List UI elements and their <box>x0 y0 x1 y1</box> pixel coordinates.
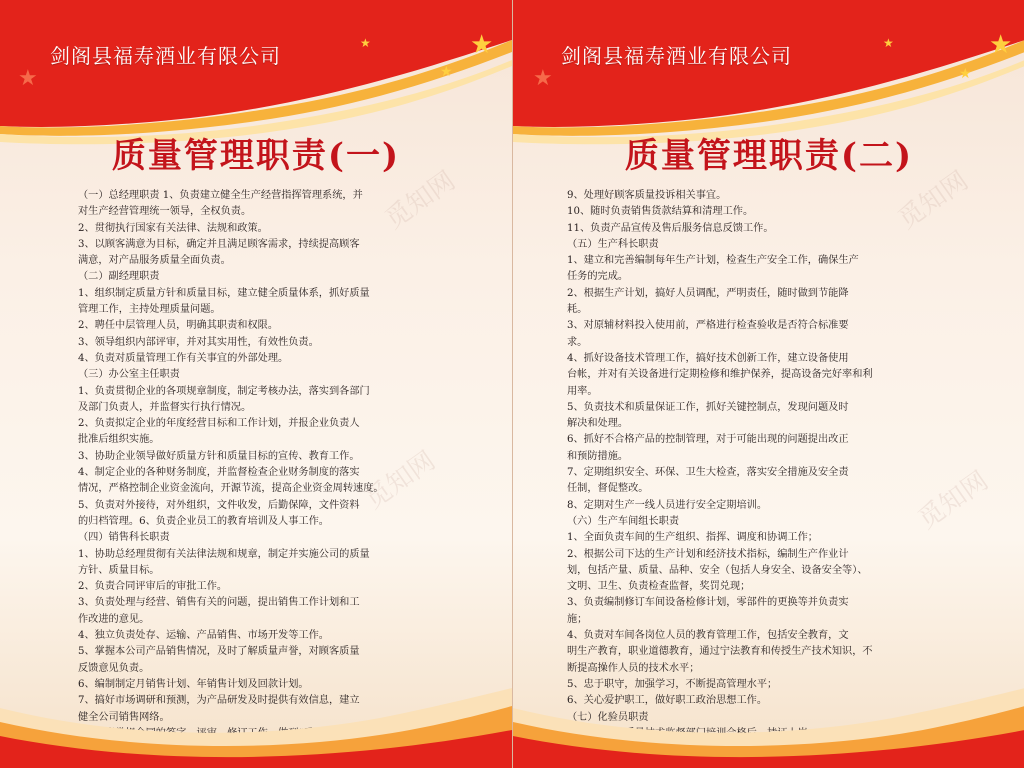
text-line: 5、负责对外接待，对外组织，文件收发，后勤保障，文件资料 <box>78 499 360 511</box>
text-line: 的归档管理。6、负责企业员工的教育培训及人事工作。 <box>78 515 329 527</box>
text-line: （六）生产车间组长职责 <box>567 515 680 527</box>
text-line: 2、根据公司下达的生产计划和经济技术指标，编制生产作业计 <box>567 548 849 560</box>
text-line: （一）总经理职责 1、负责建立健全生产经营指挥管理系统，并 <box>78 190 363 201</box>
text-line: 6、关心爱护职工，做好职工政治思想工作。 <box>567 695 768 707</box>
text-line: （五）生产科长职责 <box>567 238 659 250</box>
watermark: 觅知网 <box>912 465 994 536</box>
board-right <box>512 0 1024 768</box>
text-line: 7、定期组织安全、环保、卫生大检查，落实安全措施及安全责 <box>567 467 849 479</box>
star-icon: ★ <box>18 66 38 91</box>
text-line: 3、对原辅材料投入使用前，严格进行检查验收是否符合标准要 <box>567 320 849 332</box>
star-icon: ★ <box>360 36 371 50</box>
text-line: 批准后组织实施。 <box>78 434 160 446</box>
text-line: 情况，严格控制企业资金流向，开源节流，提高企业资金周转速度。 <box>78 483 384 495</box>
text-line: 用率。 <box>567 385 598 397</box>
text-line: 11、负责产品宣传及售后服务信息反馈工作。 <box>567 222 774 234</box>
text-line: 4、抓好设备技术管理工作，搞好技术创新工作，建立设备使用 <box>567 352 849 364</box>
text-line: 5、掌握本公司产品销售情况，及时了解质量声誉，对顾客质量 <box>78 646 360 658</box>
text-line: 断提高操作人员的技术水平； <box>567 662 700 674</box>
text-line: 5、负责技术和质量保证工作，抓好关键控制点，发现问题及时 <box>567 401 849 413</box>
page-title: 质量管理职责(二) <box>624 136 914 176</box>
text-line: 耗。 <box>567 304 588 316</box>
text-line: 1、建立和完善编制每年生产计划，检查生产安全工作，确保生产 <box>567 255 859 267</box>
text-line: 3、领导组织内部评审，并对其实用性，有效性负责。 <box>78 336 319 348</box>
text-line: 3、协助企业领导做好质量方针和质量目标的宣传、教育工作。 <box>78 450 360 462</box>
text-line: 2、聘任中层管理人员，明确其职责和权限。 <box>78 320 279 332</box>
text-line: 满意，对产品服务质量全面负责。 <box>78 255 231 267</box>
text-line: （七）化验员职责 <box>567 711 649 723</box>
text-line: 2、贯彻执行国家有关法律、法规和政策。 <box>78 222 268 234</box>
text-line: 作改进的意见。 <box>78 613 150 625</box>
text-line: （三）办公室主任职责 <box>78 369 180 381</box>
text-line: 3、以顾客满意为目标，确定并且满足顾客需求，持续提高顾客 <box>78 238 360 250</box>
text-line: 4、独立负责处存、运输、产品销售、市场开发等工作。 <box>78 630 329 642</box>
company-name: 剑阁县福寿酒业有限公司 <box>50 44 281 68</box>
text-line: 9、处理好顾客质量投诉相关事宜。 <box>567 190 727 201</box>
text-line: 求。 <box>567 336 588 348</box>
text-line: 2、根据生产计划，搞好人员调配，严明责任，随时做到节能降 <box>567 287 849 299</box>
star-icon: ★ <box>959 66 972 82</box>
footer-wave-decoration <box>0 618 512 768</box>
text-line: 任制，督促整改。 <box>567 483 649 495</box>
text-line: 解决和处理。 <box>567 418 629 430</box>
text-line: 4、负责对质量管理工作有关事宜的外部处理。 <box>78 352 289 364</box>
text-line: 和预防措施。 <box>567 450 629 462</box>
watermark: 觅知网 <box>359 445 441 516</box>
text-line: 4、负责对车间各岗位人员的教育管理工作，包括安全教育，文 <box>567 630 849 642</box>
text-line: 文明、卫生、负责检查监督，奖罚兑现； <box>567 581 751 593</box>
text-line: 6、编制制定月销售计划、年销售计划及回款计划。 <box>78 678 309 690</box>
star-icon: ★ <box>440 64 453 80</box>
text-line: （二）副经理职责 <box>78 271 160 283</box>
text-line: 反馈意见负责。 <box>78 662 150 674</box>
text-line: 施； <box>567 613 588 625</box>
text-line: 2、负责拟定企业的年度经营目标和工作计划，并报企业负责人 <box>78 418 360 430</box>
text-line: 3、负责编制修订车间设备检修计划，零部件的更换等并负责实 <box>567 597 849 609</box>
text-line: 方针、质量目标。 <box>78 564 160 576</box>
text-line: 及部门负责人，并监督实行执行情况。 <box>78 401 252 413</box>
company-name: 剑阁县福寿酒业有限公司 <box>561 44 792 68</box>
text-line: 3、负责处理与经营、销售有关的问题，提出销售工作计划和工 <box>78 597 360 609</box>
star-icon: ★ <box>533 66 553 91</box>
text-line: 对生产经营管理统一领导，全权负责。 <box>78 206 252 218</box>
star-icon: ★ <box>989 30 1013 60</box>
page-title: 质量管理职责(一) <box>111 136 401 176</box>
text-line: 台帐，并对有关设备进行定期检修和维护保养，提高设备完好率和利 <box>567 369 873 381</box>
text-line: 1、协助总经理贯彻有关法律法规和规章，制定并实施公司的质量 <box>78 548 370 560</box>
text-line: 1、全面负责车间的生产组织、指挥、调度和协调工作； <box>567 532 818 544</box>
star-icon: ★ <box>883 36 894 50</box>
text-line: 1、负责贯彻企业的各项规章制度，制定考核办法，落实到各部门 <box>78 385 370 397</box>
text-line: 6、抓好不合格产品的控制管理，对于可能出现的问题提出改正 <box>567 434 849 446</box>
star-icon: ★ <box>470 30 494 60</box>
text-line: 4、制定企业的各种财务制度，并监督检查企业财务制度的落实 <box>78 467 360 479</box>
footer-wave-decoration <box>513 618 1024 768</box>
text-line: 划，包括产量、质量、品种、安全（包括人身安全、设备安全等）、 <box>567 564 868 576</box>
watermark: 觅知网 <box>379 165 461 236</box>
text-line: 8、定期对生产一线人员进行安全定期培训。 <box>567 499 768 511</box>
text-line: 2、负责合同评审后的审批工作。 <box>78 581 228 593</box>
text-line: 健全公司销售网络。 <box>78 711 170 723</box>
text-line: 1、组织制定质量方针和质量目标，建立健全质量体系，抓好质量 <box>78 287 370 299</box>
text-line: 10、随时负责销售货款结算和清理工作。 <box>567 206 754 218</box>
text-line: 明生产教育，职业道德教育，通过宁法教育和传授生产技术知识，不 <box>567 646 873 658</box>
text-line: 7、搞好市场调研和预测，为产品研发及时提供有效信息，建立 <box>78 695 360 707</box>
text-line: 管理工作，主持处理质量问题。 <box>78 304 221 316</box>
watermark: 觅知网 <box>892 165 974 236</box>
text-line: 任务的完成。 <box>567 271 629 283</box>
text-line: 5、忠于职守，加强学习，不断提高管理水平； <box>567 678 778 690</box>
text-line: （四）销售科长职责 <box>78 532 170 544</box>
